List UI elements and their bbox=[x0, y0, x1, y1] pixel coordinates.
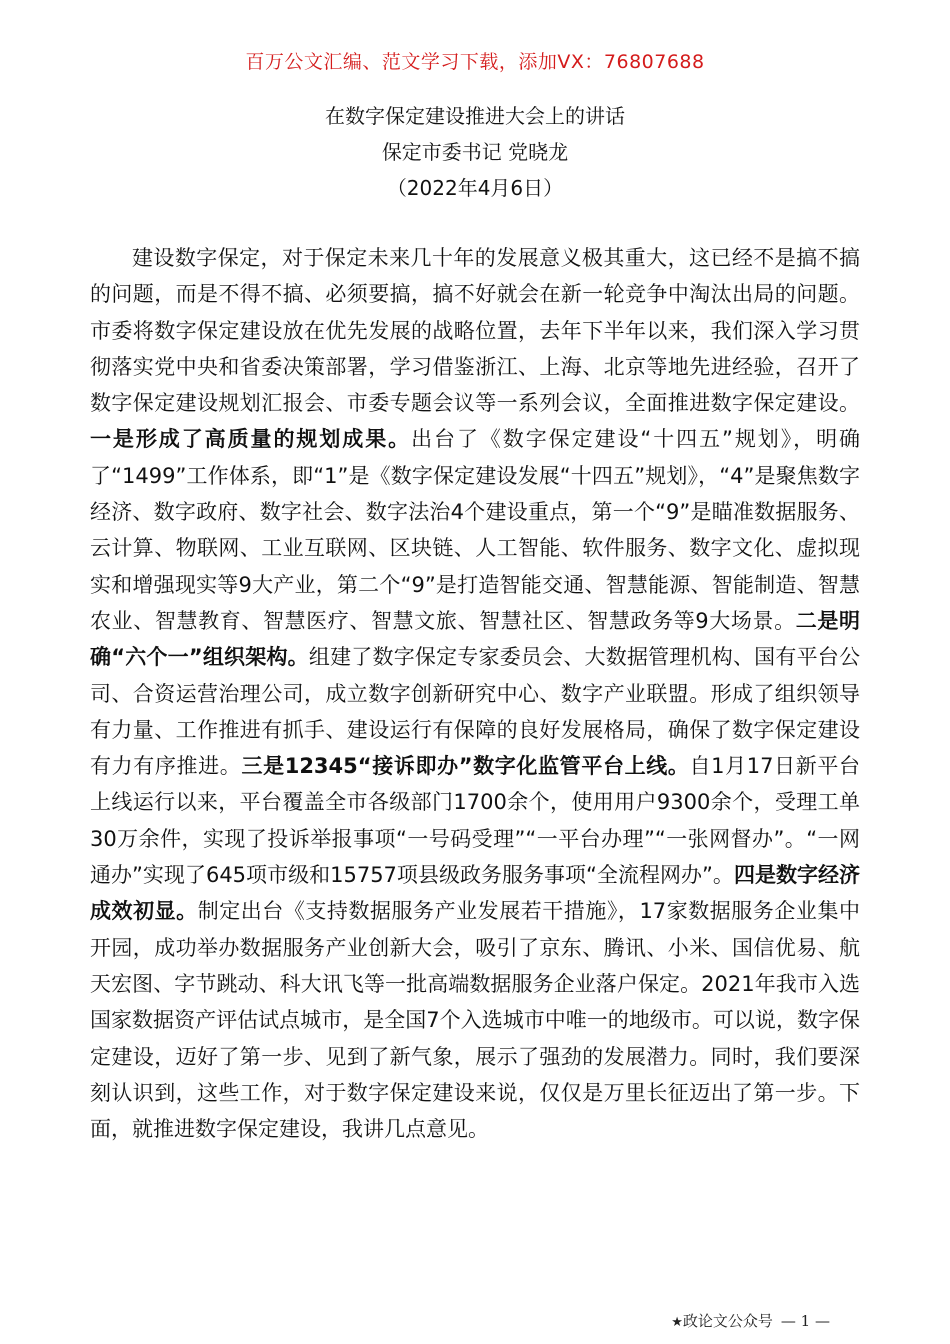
page-footer bbox=[671, 1310, 830, 1331]
text-segment: 自1月17日新平台上线运行以来，平台覆盖全市各级部门1700余个，使用用户9300余个，受理工单30万余件，实现了投诉举报事项“一号码受理”“一平台办理”“一张网督办”。“一网通办”实现了645项市级和15757项县级政务服务事项“全流程网办”。 bbox=[90, 754, 860, 888]
bold-point-1: 一是形成了高质量的规划成果。 bbox=[90, 427, 412, 452]
footer-label: 政论文公众号 bbox=[682, 1312, 773, 1330]
star-icon: ★ bbox=[671, 1315, 683, 1330]
author-line: 保定市委书记 党晓龙 bbox=[381, 140, 569, 164]
header-banner: 百万公文汇编、范文学习下载，添加VX：76807688 bbox=[245, 51, 705, 73]
text-segment: 建设数字保定，对于保定未来几十年的发展意义极其重大，这已经不是搞不搞的问题，而是不得不搞、必须要搞，搞不好就会在新一轮竞争中淘汰出局的问题。市委将数字保定建设放在优先发展的战略位置，去年下半年以来，我们深入学习贯彻落实党中央和省委决策部署，学习借鉴浙江、上海、北京等地先进经验，召开了数字保定建设规划汇报会、市委专题会议等一系列会议，全面推进数字保定建设。 bbox=[90, 246, 860, 416]
date-line: （2022年4月6日） bbox=[386, 176, 564, 200]
page-number: — 1 — bbox=[780, 1312, 830, 1330]
bold-point-2: 二是明确“六个一”组织架构。 bbox=[90, 608, 861, 670]
text-segment: 制定出台《支持数据服务产业发展若干措施》，17家数据服务企业集中开园，成功举办数据服务产业创新大会，吸引了京东、腾讯、小米、国信优易、航天宏图、字节跳动、科大讯飞等一批高端数据服务企业落户保定。2021年我市入选国家数据资产评估试点城市，是全国7个入选城市中唯一的地级市。可以说，数字保定建设，迈好了第一步、见到了新气象，展示了强劲的发展潜力。同时，我们要深刻认识到，这些工作，对于数字保定建设来说，仅仅是万里长征迈出了第一步。下面，就推进数字保定建设，我讲几点意见。 bbox=[90, 899, 860, 1142]
bold-point-3: 三是12345“接诉即办”数字化监管平台上线。 bbox=[241, 754, 690, 779]
bold-point-4: 四是数字经济成效初显。 bbox=[90, 863, 861, 924]
text-segment: 出台了《数字保定建设“十四五”规划》，明确了“1499”工作体系，即“1”是《数字保定建设发展“十四五”规划》，“4”是聚焦数字经济、数字政府、数字社会、数字法治4个建设重点，第一个“9”是瞄准数据服务、云计算、物联网、工业互联网、区块链、人工智能、软件服务、数字文化、虚拟现实和增强现实等9大产业，第二个“9”是打造智能交通、智慧能源、智能制造、智慧农业、智慧教育、智慧医疗、智慧文旅、智慧社区、智慧政务等9大场景。 bbox=[90, 427, 861, 633]
text-segment: 组建了数字保定专家委员会、大数据管理机构、国有平台公司、合资运营治理公司，成立数字创新研究中心、数字产业联盟。形成了组织领导有力量、工作推进有抓手、建设运行有保障的良好发展格局，确保了数字保定建设有力有序推进。 bbox=[90, 645, 861, 779]
body-paragraph bbox=[90, 240, 860, 1147]
document-title: 在数字保定建设推进大会上的讲话 bbox=[325, 104, 625, 128]
title-block bbox=[0, 98, 950, 206]
body-text bbox=[90, 240, 860, 1147]
